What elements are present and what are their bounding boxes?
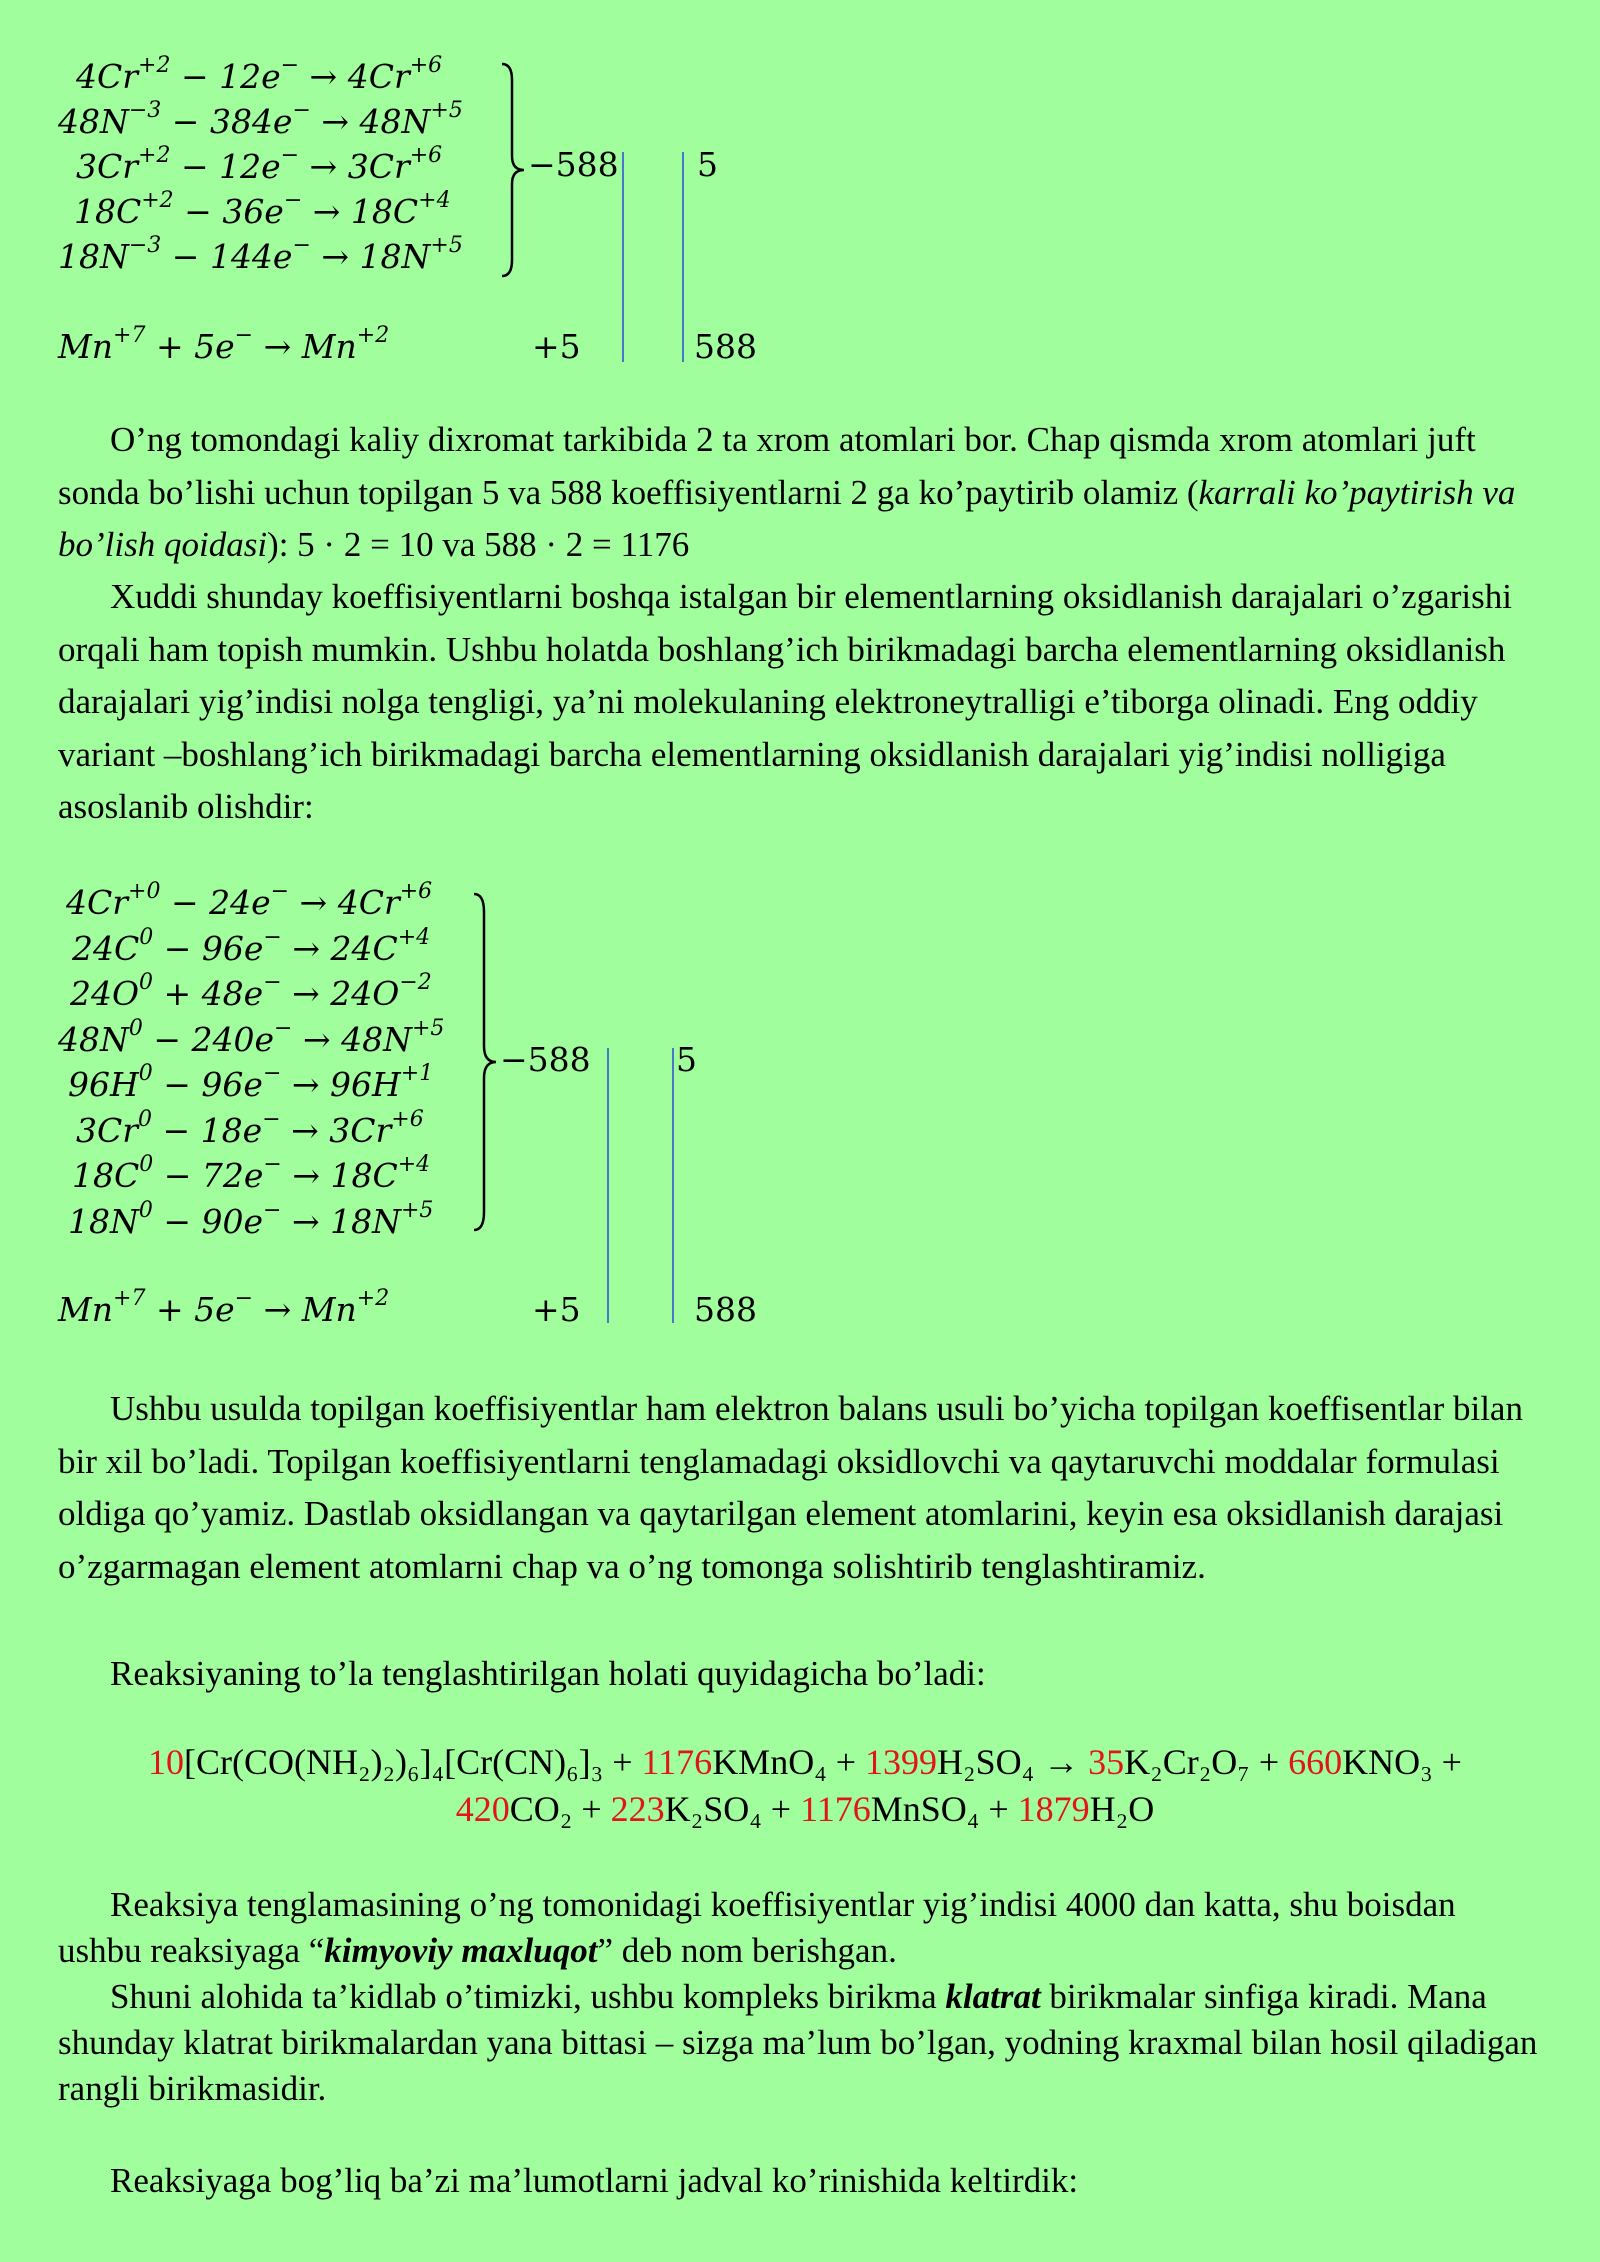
reaction-line1-coefficient-4: 35 [1088,1742,1125,1782]
reaction-line1-formula-4: K₂Cr₂O₇ + [1124,1742,1289,1782]
reaction-line-1 [40,1739,1570,1786]
multiplier-top-1: 5 [697,145,718,184]
brace-2 [470,890,500,1239]
divider-2a [607,1048,609,1323]
reaction-line2-coefficient-3: 1176 [800,1789,871,1829]
half-reaction-2-5: $96H^0 - 96e^- \to 96H^{+1}$ [68,1061,434,1104]
half-reaction-2-2: $24C^0 - 96e^- \to 24C^{+4}$ [72,924,431,968]
brace-1 [498,60,528,284]
half-reaction-1-4: $18C^{+2} - 36e^- \to 18C^{+4}$ [74,188,451,231]
half-reaction-2-3: $24O^0 + 48e^- \to 24O^{-2}$ [70,970,432,1013]
reaction-line2-coefficient-1: 420 [455,1789,510,1829]
balanced-reaction [40,1739,1570,1833]
half-reaction-2-8: $18N^0 - 90e^- \to 18N^{+5}$ [68,1197,434,1241]
reaction-line2-formula-4: H₂O [1089,1789,1155,1829]
reaction-line2-coefficient-2: 223 [610,1789,665,1829]
reaction-line2-coefficient-4: 1879 [1017,1789,1090,1829]
mn-value-2: +5 [532,1290,581,1329]
reaction-line1-coefficient-5: 660 [1288,1742,1343,1782]
reaction-line1-formula-1: [Cr(CO(NH₂)₂)₆]₄[Cr(CN)₆]₃ + [184,1742,642,1782]
paragraph-2: Xuddi shunday koeffisiyentlarni boshqa istalgan bir elementlarning oksidlanish darajalari o’zgarishi orqali ham topish mumkin. Ushbu holatda boshlang’ich birikmadagi barcha elementlarning oksidlanish darajalari yig’indisi nolga tengligi, ya’ni molekulaning elektroneytralligi e’tiborga olinadi. Eng oddiy variant –boshlang’ich birikmadagi barcha elementlarning oksidlanish darajalari yig’indisi nolligiga asoslanib olishdir: [58,577,1512,826]
mn-value-1: +5 [532,327,581,366]
half-reaction-1-2: $48N^{-3} - 384e^- \to 48N^{+5}$ [58,98,463,141]
divider-2b [672,1048,674,1323]
half-reaction-1-1: $4Cr^{+2} - 12e^- \to 4Cr^{+6}$ [76,53,443,96]
multiplier-bottom-2: 588 [694,1290,757,1329]
multiplier-bottom-1: 588 [694,327,757,366]
multiplier-top-2: 5 [676,1040,697,1079]
reaction-line-2 [40,1786,1570,1833]
reaction-line1-coefficient-2: 1176 [641,1742,713,1782]
half-reaction-2-4: $48N^0 - 240e^- \to 48N^{+5}$ [58,1015,445,1059]
half-reaction-2-6: $3Cr^0 - 18e^- \to 3Cr^{+6}$ [76,1106,424,1150]
half-reaction-2-1: $4Cr^{+0} - 24e^- \to 4Cr^{+6}$ [66,879,433,922]
total-2: −588 [500,1040,591,1079]
half-reaction-1-3: $3Cr^{+2} - 12e^- \to 3Cr^{+6}$ [76,143,443,186]
reaction-line1-coefficient-1: 10 [148,1742,184,1782]
paragraph-5: Reaksiya tenglamasining o’ng tomonidagi koeffisiyentlar yig’indisi 4000 dan katta, shu boisdan ushbu reaksiyaga “kimyoviy maxluqot” deb nom berishgan. [58,1885,1456,1970]
reaction-line1-formula-5: KNO₃ + [1342,1742,1462,1782]
paragraph-6: Shuni alohida ta’kidlab o’timizki, ushbu kompleks birikma klatrat birikmalar sinfiga kiradi. Mana shunday klatrat birikmalardan yana bittasi – sizga ma’lum bo’lgan, yodning kraxmal bilan hosil qiladigan rangli birikmasidir. [58,1977,1538,2108]
paragraph-7: Reaksiyaga bog’liq ba’zi ma’lumotlarni jadval ko’rinishida keltirdik: [110,2161,1079,2200]
total-1: −588 [528,145,619,184]
paragraph-4: Reaksiyaning to’la tenglashtirilgan holati quyidagicha bo’ladi: [110,1654,986,1693]
divider-1b [682,152,684,362]
divider-1a [622,152,624,362]
mn-equation-2: $Mn^{+7} + 5e^- \to Mn^{+2}$ [58,1286,390,1329]
reaction-line2-formula-1: CO₂ + [509,1789,611,1829]
paragraph-3: Ushbu usulda topilgan koeffisiyentlar ham elektron balans usuli bo’yicha topilgan koeffisentlar bilan bir xil bo’ladi. Topilgan koeffisiyentlarni tenglamadagi oksidlovchi va qaytaruvchi moddalar formulasi oldiga qo’yamiz. Dastlab oksidlangan va qaytarilgan element atomlarini, keyin esa oksidlanish darajasi o’zgarmagan element atomlarni chap va o’ng tomonga solishtirib tenglashtiramiz. [58,1389,1523,1586]
half-reaction-1-5: $18N^{-3} - 144e^- \to 18N^{+5}$ [58,233,463,276]
reaction-line1-coefficient-3: 1399 [865,1742,938,1782]
mn-equation-1: $Mn^{+7} + 5e^- \to Mn^{+2}$ [58,323,390,366]
half-reaction-2-7: $18C^0 - 72e^- \to 18C^{+4}$ [72,1152,431,1195]
reaction-line1-formula-3: H₂SO₄ → [937,1742,1089,1782]
reaction-line2-formula-2: K₂SO₄ + [664,1789,801,1829]
reaction-line2-formula-3: MnSO₄ + [870,1789,1018,1829]
paragraph-1: O’ng tomondagi kaliy dixromat tarkibida 2 ta xrom atomlari bor. Chap qismda xrom atomlari juft sonda bo’lishi uchun topilgan 5 va 588 koeffisiyentlarni 2 ga ko’paytirib olamiz (karrali ko’paytirish va bo’lish qoidasi): 5 · 2 = 10 va 588 · 2 = 1176 [58,420,1516,564]
reaction-line1-formula-2: KMnO₄ + [712,1742,866,1782]
